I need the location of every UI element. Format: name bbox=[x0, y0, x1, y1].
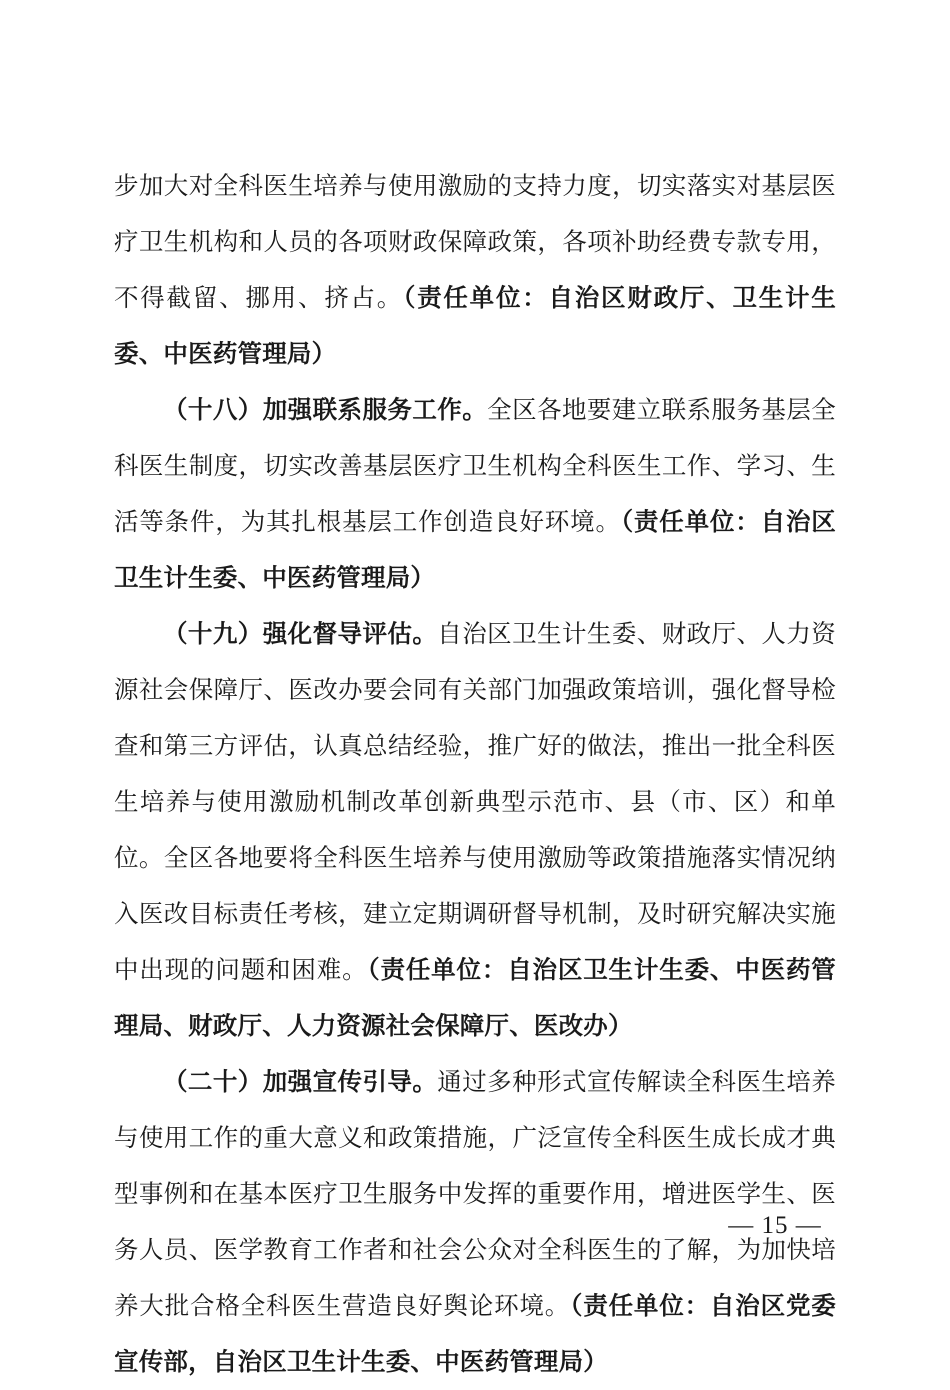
responsibility-note: （责任单位：自治区财政厅、卫生计生委、中医药管理局） bbox=[114, 283, 836, 368]
paragraph-continuation bbox=[114, 158, 836, 382]
responsibility-note: （责任单位：自治区卫生计生委、中医药管理局、财政厅、人力资源社会保障厅、医改办） bbox=[114, 955, 836, 1040]
paragraph-text: 自治区卫生计生委、财政厅、人力资源社会保障厅、医改办要会同有关部门加强政策培训，强化督导检查和第三方评估，认真总结经验，推广好的做法，推出一批全科医生培养与使用激励机制改革创新典型示范市、县（市、区）和单位。全区各地要将全科医生培养与使用激励等政策措施落实情况纳入医改目标责任考核，建立定期调研督导机制，及时研究解决实施中出现的问题和困难。 bbox=[114, 619, 836, 984]
paragraph-18 bbox=[114, 382, 836, 606]
responsibility-note: （责任单位：自治区党委宣传部，自治区卫生计生委、中医药管理局） bbox=[114, 1291, 836, 1376]
paragraph-text: 步加大对全科医生培养与使用激励的支持力度，切实落实对基层医疗卫生机构和人员的各项财政保障政策，各项补助经费专款专用，不得截留、挪用、挤占。 bbox=[114, 171, 836, 312]
paragraph-text: 全区各地要建立联系服务基层全科医生制度，切实改善基层医疗卫生机构全科医生工作、学习、生活等条件，为其扎根基层工作创造良好环境。 bbox=[114, 395, 836, 536]
document-body bbox=[114, 158, 836, 1390]
section-heading: （二十）加强宣传引导。 bbox=[163, 1067, 438, 1096]
section-heading: （十八）加强联系服务工作。 bbox=[163, 395, 488, 424]
paragraph-19 bbox=[114, 606, 836, 1054]
page-number: — 15 — bbox=[728, 1212, 822, 1239]
responsibility-note: （责任单位：自治区卫生计生委、中医药管理局） bbox=[114, 507, 836, 592]
paragraph-text: 通过多种形式宣传解读全科医生培养与使用工作的重大意义和政策措施，广泛宣传全科医生成长成才典型事例和在基本医疗卫生服务中发挥的重要作用，增进医学生、医务人员、医学教育工作者和社会公众对全科医生的了解，为加快培养大批合格全科医生营造良好舆论环境。 bbox=[114, 1067, 836, 1320]
section-heading: （十九）强化督导评估。 bbox=[163, 619, 438, 648]
